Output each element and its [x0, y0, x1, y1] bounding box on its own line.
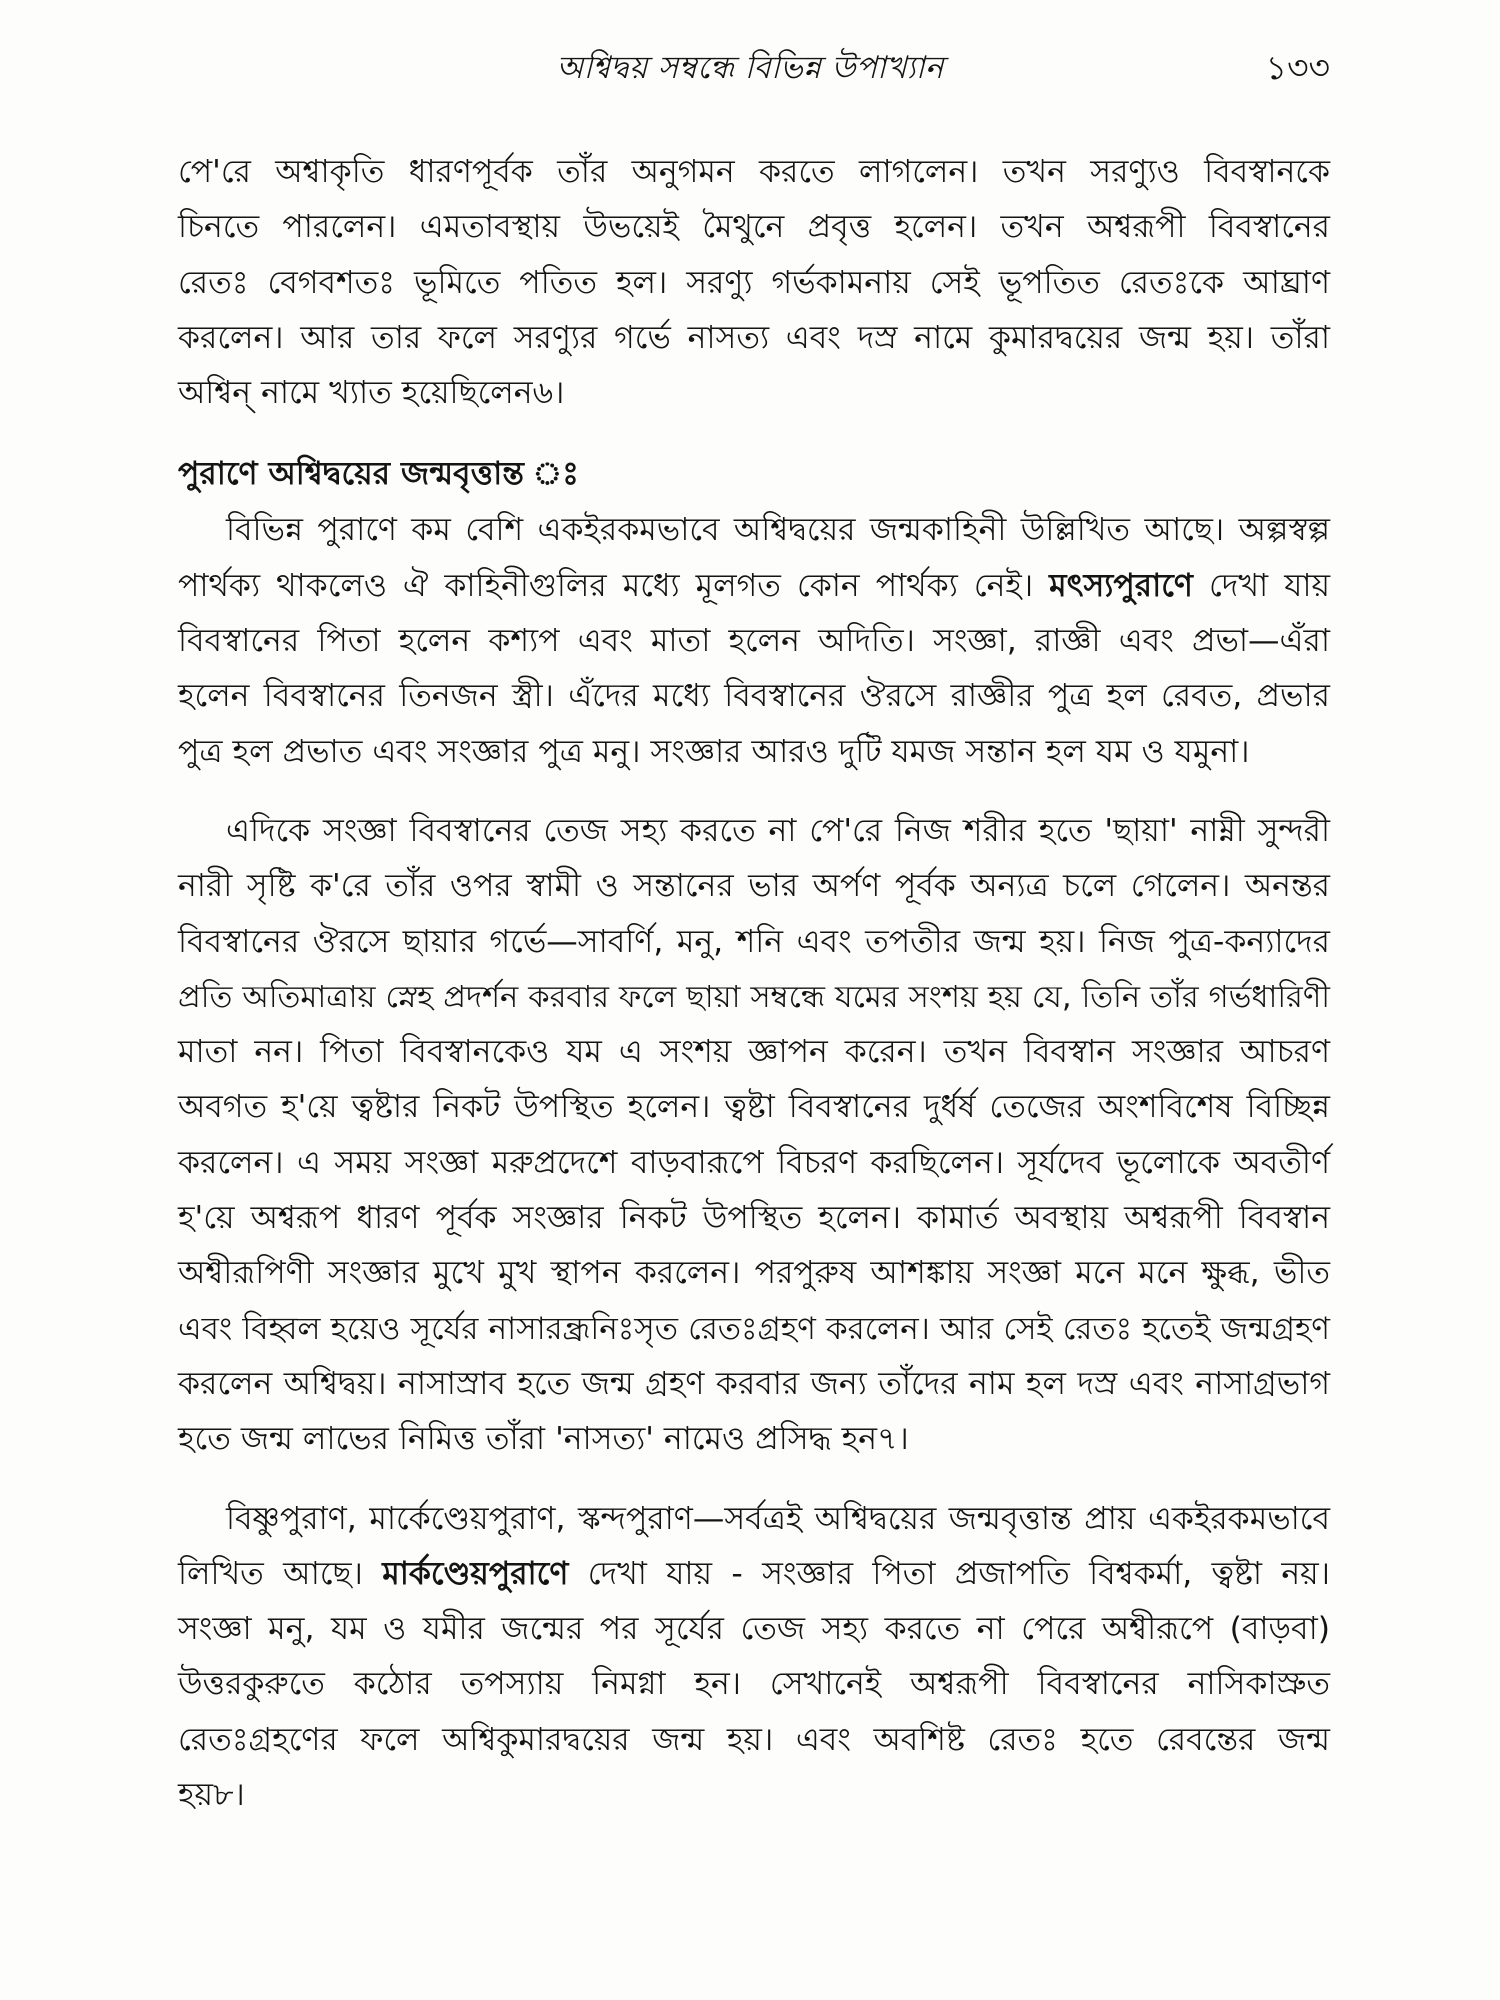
text-segment: পার্থক্য থাকলেও ঐ কাহিনীগুলির মধ্যে মূলগত কোন পার্থক্য নেই।: [178, 567, 1034, 604]
text-line: এবং বিহ্বল হয়েও সূর্যের নাসারন্ধ্রনিঃসৃত রেতঃগ্রহণ করলেন। আর সেই রেতঃ হতেই জন্মগ্রহণ: [178, 1310, 1330, 1347]
text-line: বিভিন্ন পুরাণে কম বেশি একইরকমভাবে অশ্বিদ্বয়ের জন্মকাহিনী উল্লিখিত আছে। অল্পস্বল্প: [226, 512, 1330, 549]
paragraph-4: [178, 1492, 1330, 1824]
text-line: হলেন বিবস্বানের তিনজন স্ত্রী। এঁদের মধ্যে বিবস্বানের ঔরসে রাজ্ঞীর পুত্র হল রেবত, প্রভার: [178, 678, 1330, 715]
text-line: মাতা নন। পিতা বিবস্বানকেও যম এ সংশয় জ্ঞাপন করেন। তখন বিবস্বান সংজ্ঞার আচরণ: [178, 1034, 1330, 1071]
text-line: পে'রে অশ্বাকৃতি ধারণপূর্বক তাঁর অনুগমন করতে লাগলেন। তখন সরণ্যুও বিবস্বানকে: [178, 154, 1330, 190]
paragraph-gap: [178, 1468, 1330, 1492]
text-line: [178, 1547, 1330, 1602]
running-title: অশ্বিদ্বয় সম্বন্ধে বিভিন্ন উপাখ্যান: [556, 50, 944, 86]
text-line: পুত্র হল প্রভাত এবং সংজ্ঞার পুত্র মনু। সংজ্ঞার আরও দুটি যমজ সন্তান হল যম ও যমুনা।: [178, 733, 1250, 770]
page-number: ১৩৩: [1265, 48, 1330, 87]
text-line: রেতঃগ্রহণের ফলে অশ্বিকুমারদ্বয়ের জন্ম হয়। এবং অবশিষ্ট রেতঃ হতে রেবন্তের জন্ম: [178, 1721, 1330, 1758]
text-line: বিষ্ণুপুরাণ, মার্কেণ্ডেয়পুরাণ, স্কন্দপুরাণ—সর্বত্রই অশ্বিদ্বয়ের জন্মবৃত্তান্ত প্রায় একইরকমভাবে: [226, 1500, 1330, 1537]
paragraph-1: [178, 145, 1330, 421]
text-line: হয়৮।: [178, 1777, 245, 1814]
text-line: সংজ্ঞা মনু, যম ও যমীর জন্মের পর সূর্যের তেজ সহ্য করতে না পেরে অশ্বীরূপে (বাড়বা): [178, 1611, 1330, 1648]
paragraph-3: [178, 804, 1330, 1468]
paragraph-gap: [178, 780, 1330, 804]
text-segment: দেখা যায় - সংজ্ঞার পিতা প্রজাপতি বিশ্বকর্মা, ত্বষ্টা নয়।: [587, 1555, 1330, 1592]
text-line: করলেন অশ্বিদ্বয়। নাসাস্রাব হতে জন্ম গ্রহণ করবার জন্য তাঁদের নাম হল দস্র এবং নাসাগ্রভাগ: [178, 1365, 1330, 1402]
body-text: [178, 145, 1330, 1823]
text-line: করলেন। এ সময় সংজ্ঞা মরুপ্রদেশে বাড়বারূপে বিচরণ করছিলেন। সূর্যদেব ভূলোকে অবতীর্ণ: [178, 1144, 1330, 1181]
text-line: হতে জন্ম লাভের নিমিত্ত তাঁরা 'নাসত্য' নামেও প্রসিদ্ধ হন৭।: [178, 1421, 909, 1458]
bold-term: মার্কণ্ডেয়পুরাণে: [382, 1555, 569, 1592]
text-line: হ'য়ে অশ্বরূপ ধারণ পূর্বক সংজ্ঞার নিকট উপস্থিত হলেন। কামার্ত অবস্থায় অশ্বরূপী বিবস্বান: [178, 1200, 1330, 1237]
running-header: [180, 38, 1330, 98]
text-line: নারী সৃষ্টি ক'রে তাঁর ওপর স্বামী ও সন্তানের ভার অর্পণ পূর্বক অন্যত্র চলে গেলেন। অনন্তর: [178, 868, 1330, 905]
text-line: উত্তরকুরুতে কঠোর তপস্যায় নিমগ্না হন। সেখানেই অশ্বরূপী বিবস্বানের নাসিকাস্রুত: [178, 1666, 1330, 1703]
text-line: [178, 559, 1330, 614]
text-line: অশ্বিন্ নামে খ্যাত হয়েছিলেন৬।: [178, 375, 565, 412]
text-line: অশ্বীরূপিণী সংজ্ঞার মুখে মুখ স্থাপন করলেন। পরপুরুষ আশঙ্কায় সংজ্ঞা মনে মনে ক্ষুব্ধ, ভীত: [178, 1255, 1330, 1292]
text-line: চিনতে পারলেন। এমতাবস্থায় উভয়েই মৈথুনে প্রবৃত্ত হলেন। তখন অশ্বরূপী বিবস্বানের: [178, 209, 1330, 246]
paragraph-gap: [178, 421, 1330, 445]
bold-term: মৎস্যপুরাণে: [1049, 567, 1193, 604]
text-line: করলেন। আর তার ফলে সরণ্যুর গর্ভে নাসত্য এবং দস্র নামে কুমারদ্বয়ের জন্ম হয়। তাঁরা: [178, 319, 1330, 356]
text-line: এদিকে সংজ্ঞা বিবস্বানের তেজ সহ্য করতে না পে'রে নিজ শরীর হতে 'ছায়া' নাম্নী সুন্দরী: [226, 812, 1330, 849]
paragraph-2: [178, 503, 1330, 779]
text-segment: দেখা যায়: [1209, 567, 1331, 604]
section-heading: পুরাণে অশ্বিদ্বয়ের জন্মবৃত্তান্ত ঃ: [178, 456, 579, 493]
text-segment: লিখিত আছে।: [178, 1555, 363, 1592]
text-line: প্রতি অতিমাত্রায় স্নেহ প্রদর্শন করবার ফলে ছায়া সম্বন্ধে যমের সংশয় হয় যে, তিনি তাঁর গর্ভধারিণী: [178, 979, 1330, 1015]
text-line: বিবস্বানের ঔরসে ছায়ার গর্ভে—সাবর্ণি, মনু, শনি এবং তপতীর জন্ম হয়। নিজ পুত্র-কন্যাদের: [178, 923, 1330, 960]
text-line: রেতঃ বেগবশতঃ ভূমিতে পতিত হল। সরণ্যু গর্ভকামনায় সেই ভূপতিত রেতঃকে আঘ্রাণ: [178, 264, 1330, 301]
text-line: বিবস্বানের পিতা হলেন কশ্যপ এবং মাতা হলেন অদিতি। সংজ্ঞা, রাজ্ঞী এবং প্রভা—এঁরা: [178, 623, 1330, 660]
text-line: অবগত হ'য়ে ত্বষ্টার নিকট উপস্থিত হলেন। ত্বষ্টা বিবস্বানের দুর্ধর্ষ তেজের অংশবিশেষ বিচ্ছিন্ন: [178, 1089, 1330, 1126]
